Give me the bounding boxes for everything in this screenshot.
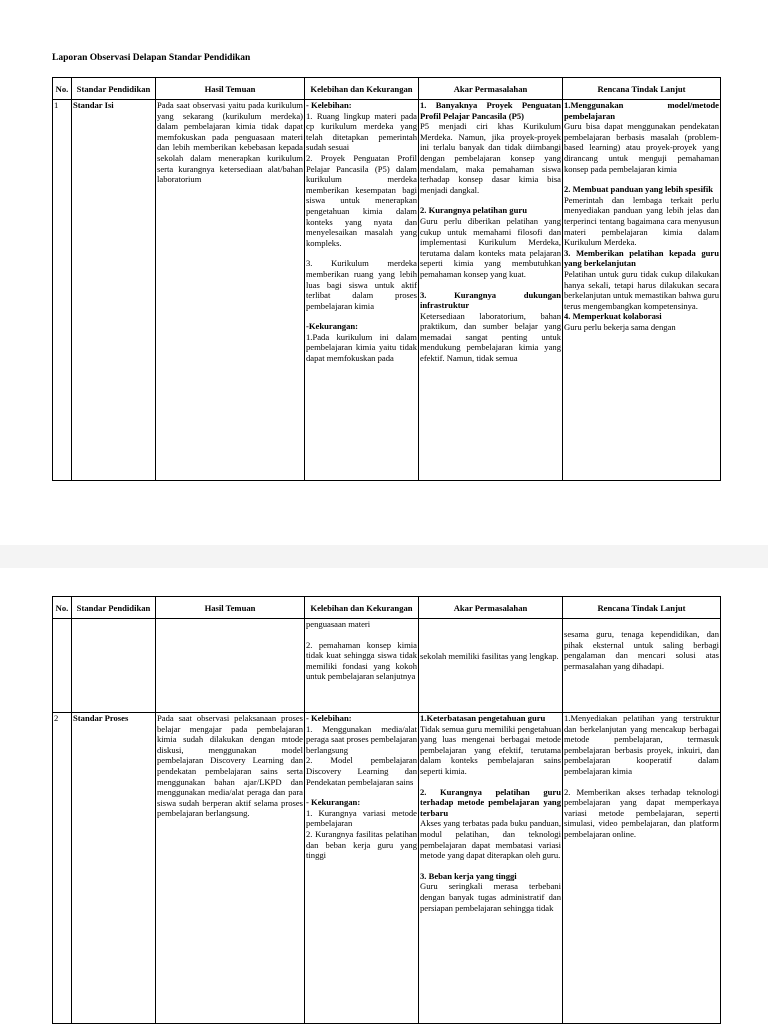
follow-up-text: Pelatihan untuk guru tidak cukup dilakukan hanya sekali, tetapi harus dilakukan secara berkelanjutan untuk memastikan bahwa guru terus mengembangkan kompetensinya. [564, 268, 719, 311]
follow-up-cell [563, 619, 721, 713]
table-row [53, 100, 721, 481]
observation-table-page-1 [52, 77, 721, 481]
strengths-heading: - Kelebihan: [306, 100, 352, 110]
table-header-row [53, 78, 721, 100]
header-no: No. [53, 597, 72, 619]
findings-cell: Pada saat observasi pelaksanaan proses belajar mengajar pada pembelajaran kimia sudah dilakukan dengan mtode diskusi, menggunakan model pembelajaran Discovery Learning dan pendekatan pembelajaran sains serta menggunakan bahan ajar/LKPD dan menggunakan media/alat peraga dan para siswa sudah berperan aktif selama proses pembelajaran berlangsung. [156, 713, 305, 1024]
table-header-row [53, 597, 721, 619]
strength-item: 1. Ruang lingkup materi pada cp kurikulum merdeka yang telah ditetapkan pemerintah sudah sesuai [306, 110, 417, 153]
header-hasil: Hasil Temuan [156, 597, 305, 619]
root-cause-heading: 3. Kurangnya dukungan infrastruktur [420, 289, 561, 311]
strength-item: 3. Kurikulum merdeka memberikan ruang yang lebih luas bagi siswa untuk aktif terlibat dalam proses pembelajaran kimia [306, 258, 417, 311]
header-hasil: Hasil Temuan [156, 78, 305, 100]
weakness-item: 2. pemahaman konsep kimia tidak kuat sehingga siswa tidak memiliki fondasi yang kokoh untuk pembelajaran selanjutnya [306, 639, 417, 682]
follow-up-heading: 2. Membuat panduan yang lebih spesifik [564, 184, 713, 195]
header-kelebihan: Kelebihan dan Kekurangan [305, 78, 419, 100]
weakness-item: penguasaan materi [306, 619, 371, 629]
standard-name: Standar Isi [72, 100, 156, 481]
follow-up-heading: 3. Memberikan pelatihan kepada guru yang berkelanjutan [564, 247, 719, 269]
strengths-weaknesses-cell [305, 713, 419, 1024]
observation-table-page-2 [52, 596, 721, 1024]
header-standar: Standar Pendidikan [72, 78, 156, 100]
findings-cell: Pada saat observasi yaitu pada kurikulum yang sekarang (kurikulum merdeka) dalam pembelajaran kimia tidak dapat memfokuskan pada penguasaan materi dan lebih memberikan kebebasan kepada sekolah dalam menerapkan kurikulum serta kurangnya ketersediaan alat/bahan laboratorium [156, 100, 305, 481]
follow-up-cell [563, 100, 721, 481]
root-cause-cell [419, 713, 563, 1024]
root-cause-heading: 3. Beban kerja yang tinggi [420, 870, 517, 881]
header-kelebihan: Kelebihan dan Kekurangan [305, 597, 419, 619]
root-cause-heading: 2. Kurangnya pelatihan guru [420, 205, 527, 216]
row-number: 1 [53, 100, 72, 481]
follow-up-cell [563, 713, 721, 1024]
follow-up-text: Guru perlu bekerja sama dengan [564, 321, 676, 332]
header-akar: Akar Permasalahan [419, 597, 563, 619]
root-cause-text: P5 menjadi ciri khas Kurikulum Merdeka. Namun, jika proyek-proyek ini terlalu banyak dan tidak diimbangi dengan pembelajaran konsep yang mendalam, maka pemahaman siswa terhadap konsep dasar kimia bisa menjadi dangkal. [420, 121, 561, 195]
follow-up-text: 2. Memberikan akses terhadap teknologi pembelajaran yang dapat memperkaya variasi metode pembelajaran, seperti simulasi, video pembelajaran, dan platform pembelajaran online. [564, 786, 719, 839]
header-akar: Akar Permasalahan [419, 78, 563, 100]
weaknesses-heading: - Kekurangan: [306, 797, 361, 808]
header-rencana: Rencana Tindak Lanjut [563, 78, 721, 100]
weakness-item: 1.Pada kurikulum ini dalam pembelajaran kimia yaitu tidak dapat memfokuskan pada [306, 331, 417, 364]
strengths-weaknesses-cell [305, 100, 419, 481]
header-no: No. [53, 78, 72, 100]
root-cause-heading: 2. Kurangnya pelatihan guru terhadap metode pembelajaran yang terbaru [420, 786, 561, 818]
table-row [53, 713, 721, 1024]
strength-item: 1. Menggunakan media/alat peraga saat proses pembelajaran berlangsung [306, 723, 417, 755]
root-cause-text: Akses yang terbatas pada buku panduan, modul pelatihan, dan teknologi pembelajaran dapat membatasi variasi metode yang dapat diterapkan oleh guru. [420, 818, 561, 861]
weakness-item: 2. Kurangnya fasilitas pelatihan dan beban kerja guru yang tinggi [306, 828, 417, 861]
root-cause-text: sekolah memiliki fasilitas yang lengkap. [420, 651, 559, 661]
root-cause-heading: 1.Keterbatasan pengetahuan guru [420, 713, 546, 723]
document-title: Laporan Observasi Delapan Standar Pendidikan [52, 53, 251, 63]
root-cause-text: Tidak semua guru memiliki pengetahuan yang luas mengenai berbagai metode pembelajaran yang efektif, terutama dalam konteks pembelajaran sains seperti kimia. [420, 723, 561, 776]
header-rencana: Rencana Tindak Lanjut [563, 597, 721, 619]
strengths-weaknesses-cell [305, 619, 419, 713]
strength-item: 2. Proyek Penguatan Profil Pelajar Pancasila (P5) dalam kurikulum merdeka memberikan kesempatan bagi siswa untuk menerapkan pengetahuan kimia dalam konteks yang nyata dan menyelesaikan masalah yang kompleks. [306, 152, 417, 248]
row-number: 2 [53, 713, 72, 1024]
header-standar: Standar Pendidikan [72, 597, 156, 619]
weakness-item: 1. Kurangnya variasi metode pembelajaran [306, 807, 417, 829]
standard-name: Standar Proses [72, 713, 156, 1024]
root-cause-cell [419, 100, 563, 481]
strengths-heading: - Kelebihan: [306, 713, 352, 723]
root-cause-text: Ketersediaan laboratorium, bahan praktikum, dan sumber belajar yang memadai sangat penting untuk mendukung pembelajaran kimia yang efektif. Namun, tidak semua [420, 310, 561, 364]
root-cause-cell [419, 619, 563, 713]
follow-up-text: Pemerintah dan lembaga terkait perlu menyediakan panduan yang lebih jelas dan terperinci tentang bagaimana cara menyusun materi pembelajaran kimia dalam Kurikulum Merdeka. [564, 194, 719, 248]
follow-up-text: 1.Menyediakan pelatihan yang terstruktur dan berkelanjutan yang mencakup berbagai metode pembelajaran, termasuk pembelajaran berbasis proyek, inkuiri, dan pembelajaran kooperatif dalam pembelajaran kimia [564, 713, 719, 776]
root-cause-heading: 1. Banyaknya Proyek Penguatan Profil Pelajar Pancasila (P5) [420, 100, 561, 121]
follow-up-heading: 4. Memperkuat kolaborasi [564, 311, 662, 322]
strength-item: 2. Model pembelajaran Discovery Learning dan Pendekatan pembelajaran sains [306, 755, 417, 787]
follow-up-heading: 1.Menggunakan model/metode pembelajaran [564, 100, 719, 121]
follow-up-text: sesama guru, tenaga kependidikan, dan pihak eksternal untuk saling berbagi pengalaman dan mencari solusi atas permasalahan yang dihadapi. [564, 629, 719, 671]
follow-up-text: Guru bisa dapat menggunakan pendekatan pembelajaran berbasis masalah (problem-based learning) atau proyek-proyek yang dirancang untuk menguji pemahaman konsep pada pembelajaran kimia [564, 121, 719, 174]
root-cause-text: Guru seringkali merasa terbebani dengan banyak tugas administratif dan persiapan pembelajaran sehingga tidak [420, 881, 561, 913]
weaknesses-heading: -Kekurangan: [306, 321, 359, 332]
root-cause-text: Guru perlu diberikan pelatihan yang cukup untuk memahami filosofi dan implementasi Kurikulum Merdeka, terutama dalam konteks mata pelajaran seperti kimia yang membutuhkan pemahaman konsep yang kuat. [420, 215, 561, 279]
table-row [53, 619, 721, 713]
